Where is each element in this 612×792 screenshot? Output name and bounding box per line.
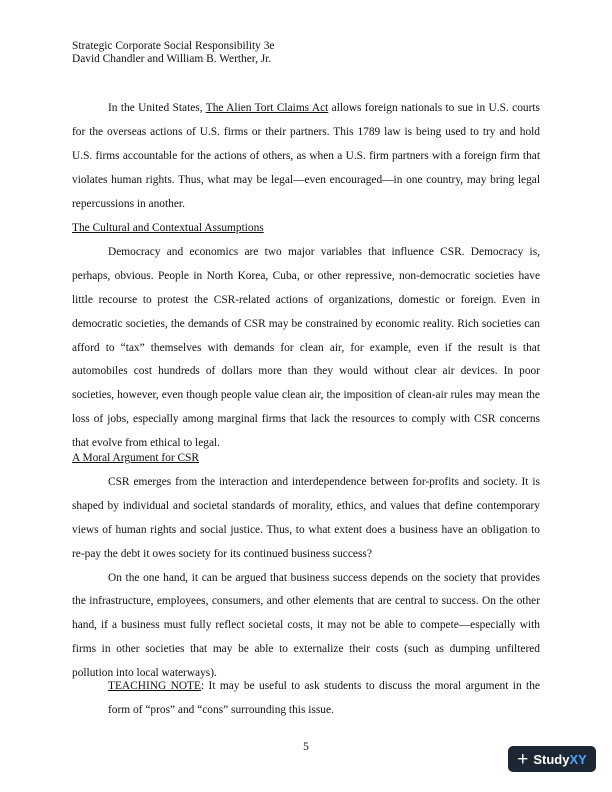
section-paragraph: CSR emerges from the interaction and interdependence between for-profits and society. It is shaped by individual and societal standards of morality, ethics, and values that define contemporary views of human rights and social justice. Thus, to what extent does a business have an obligation to re-pay the debt it owes society for its continued business success? (72, 475, 540, 560)
book-title: Strategic Corporate Social Responsibility 3e (72, 40, 275, 52)
alien-tort-claims-act-link: The Alien Tort Claims Act (205, 102, 329, 114)
intro-text-before: In the United States, (108, 102, 206, 114)
teaching-note (108, 675, 540, 723)
section-moral-argument (72, 447, 540, 686)
teaching-note-label: TEACHING NOTE (108, 680, 201, 692)
studyxy-badge[interactable] (508, 746, 596, 772)
badge-text-main: Study (533, 751, 570, 767)
intro-block (72, 97, 540, 217)
running-header (72, 40, 274, 66)
section-paragraph: On the one hand, it can be argued that business success depends on the society that provides the infrastructure, employees, consumers, and other elements that are central to success. On the other hand, if a business must fully reflect societal costs, it may not be able to compete—especially with firms in other societies that may be able to externalize their costs (such as dumping unfiltered pollution into local waterways). (72, 571, 540, 680)
section-heading: A Moral Argument for CSR (72, 452, 199, 464)
intro-text-after: allows foreign nationals to sue in U.S. courts for the overseas actions of U.S. firms or their partners. This 1789 law is being used to try and hold U.S. firms accountable for the actions of others, as when a U.S. firm partners with a foreign firm that violates human rights. Thus, what may be legal—even encouraged—in one country, may bring legal repercussions in another. (72, 102, 540, 210)
book-authors: David Chandler and William B. Werther, Jr. (72, 53, 272, 65)
teaching-note-paragraph (108, 675, 540, 723)
intro-paragraph (72, 97, 540, 217)
plus-icon: + (517, 748, 529, 770)
section-paragraph: Democracy and economics are two major variables that influence CSR. Democracy is, perhaps, obvious. People in North Korea, Cuba, or other repressive, non-democratic societies have little recourse to protest the CSR-related actions of organizations, domestic or foreign. Even in democratic societies, the demands of CSR may be constrained by economic reality. Rich societies can afford to “tax” themselves with demands for clean air, for example, even if the result is that automobiles cost hundreds of dollars more than they would without clear air devices. In poor societies, however, even though people value clean air, the imposition of clean-air rules may mean the loss of jobs, especially among marginal firms that lack the resources to comply with CSR concerns that evolve from ethical to legal. (72, 245, 540, 450)
badge-text-accent: XY (569, 751, 587, 767)
section-heading: The Cultural and Contextual Assumptions (72, 222, 264, 234)
teaching-note-text: : It may be useful to ask students to discuss the moral argument in the form of “pros” and “cons” surrounding this issue. (108, 680, 540, 716)
section-cultural-assumptions (72, 217, 540, 456)
page-number: 5 (303, 741, 309, 753)
